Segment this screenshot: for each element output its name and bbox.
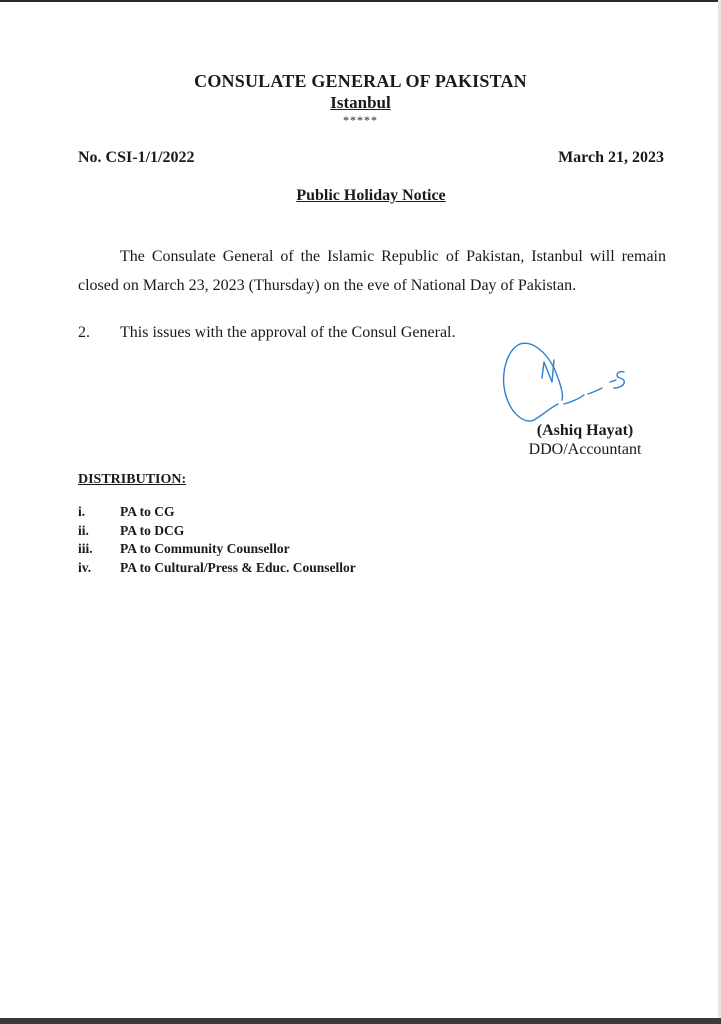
notice-date: March 21, 2023 — [558, 149, 664, 166]
paragraph-2-text: This issues with the approval of the Consul General. — [120, 324, 456, 341]
notice-title: Public Holiday Notice — [296, 187, 446, 204]
city-name: Istanbul — [330, 93, 391, 112]
page-bottom-edge — [0, 1018, 721, 1024]
signature-image — [498, 338, 648, 428]
paragraph-number: 2. — [78, 324, 90, 341]
page-top-edge — [0, 0, 721, 2]
signatory-name: (Ashiq Hayat) — [536, 422, 634, 439]
list-text: PA to CG — [120, 504, 175, 519]
list-numeral: ii. — [78, 522, 89, 538]
list-text: PA to Community Counsellor — [120, 541, 290, 556]
list-item — [78, 540, 356, 559]
list-numeral: iii. — [78, 541, 93, 556]
signatory-title: DDO/Accountant — [528, 441, 642, 458]
reference-number: No. CSI-1/1/2022 — [78, 149, 195, 166]
list-text: PA to Cultural/Press & Educ. Counsellor — [120, 559, 356, 575]
distribution-list — [78, 503, 356, 577]
distribution-heading: DISTRIBUTION: — [78, 472, 187, 487]
list-numeral: iv. — [78, 559, 92, 575]
list-item — [78, 503, 356, 522]
list-item — [78, 559, 356, 578]
organization-name: CONSULATE GENERAL OF PAKISTAN — [194, 71, 527, 91]
header-stars: ***** — [343, 113, 378, 127]
letterhead — [0, 70, 721, 127]
list-text: PA to DCG — [120, 522, 185, 538]
list-numeral: i. — [78, 504, 86, 519]
list-item — [78, 522, 356, 541]
notice-paragraph-1: The Consulate General of the Islamic Republic of Pakistan, Istanbul will remain closed on March 23, 2023 (Thursday) on the eve of National Day of Pakistan. — [78, 248, 666, 294]
